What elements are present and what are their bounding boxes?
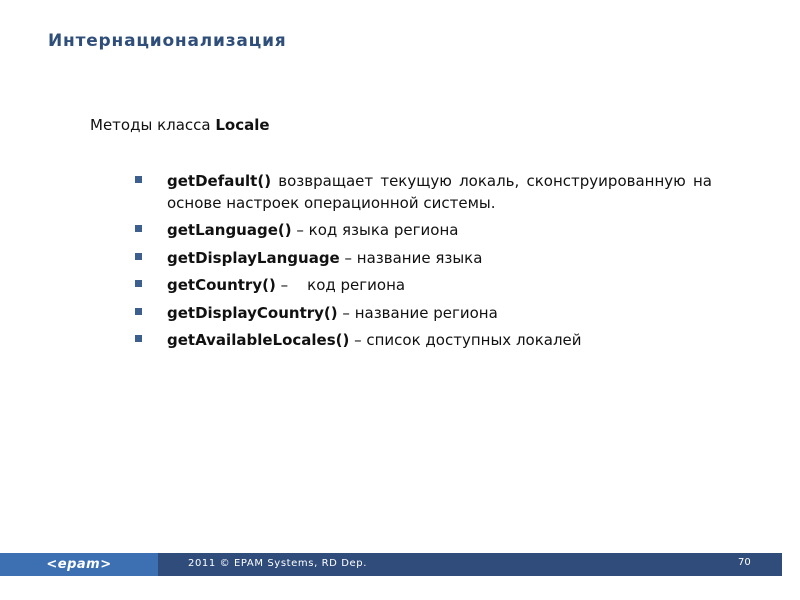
bullet-square-icon bbox=[135, 280, 142, 287]
method-name: getAvailableLocales() bbox=[167, 331, 350, 349]
list-item bbox=[135, 330, 712, 352]
bullet-square-icon bbox=[135, 335, 142, 342]
methods-list bbox=[135, 171, 712, 352]
method-description: – код региона bbox=[275, 276, 406, 294]
subtitle bbox=[90, 116, 270, 134]
method-name: getCountry() bbox=[167, 276, 276, 294]
method-description: – название языка bbox=[339, 248, 483, 267]
method-name: getDisplayCountry() bbox=[167, 303, 338, 322]
method-description: – код языка региона bbox=[291, 221, 459, 239]
list-item bbox=[135, 248, 712, 270]
bullet-square-icon bbox=[135, 225, 142, 232]
bullet-square-icon bbox=[135, 253, 142, 260]
epam-logo-text: <epam> bbox=[46, 557, 112, 572]
list-item bbox=[135, 275, 712, 297]
method-description: – список доступных локалей bbox=[349, 331, 582, 349]
bullet-square-icon bbox=[135, 308, 142, 315]
list-item bbox=[135, 220, 712, 242]
method-name: getDefault() bbox=[167, 172, 272, 190]
subtitle-prefix: Методы класса bbox=[90, 116, 216, 134]
slide-title: Интернационализация bbox=[48, 31, 287, 51]
footer-bar bbox=[0, 553, 782, 576]
copyright-text: 2011 © EPAM Systems, RD Dep. bbox=[188, 558, 368, 569]
list-item bbox=[135, 303, 712, 325]
bullet-square-icon bbox=[135, 176, 142, 183]
list-item bbox=[135, 171, 712, 214]
method-description: возвращает текущую локаль, сконструированную на основе настроек операционной системы. bbox=[167, 172, 712, 212]
page-number: 70 bbox=[738, 557, 751, 568]
epam-logo bbox=[0, 553, 158, 576]
subtitle-class-name: Locale bbox=[215, 116, 270, 134]
method-description: – название региона bbox=[337, 303, 498, 322]
method-name: getDisplayLanguage bbox=[167, 248, 340, 267]
method-name: getLanguage() bbox=[167, 221, 292, 239]
